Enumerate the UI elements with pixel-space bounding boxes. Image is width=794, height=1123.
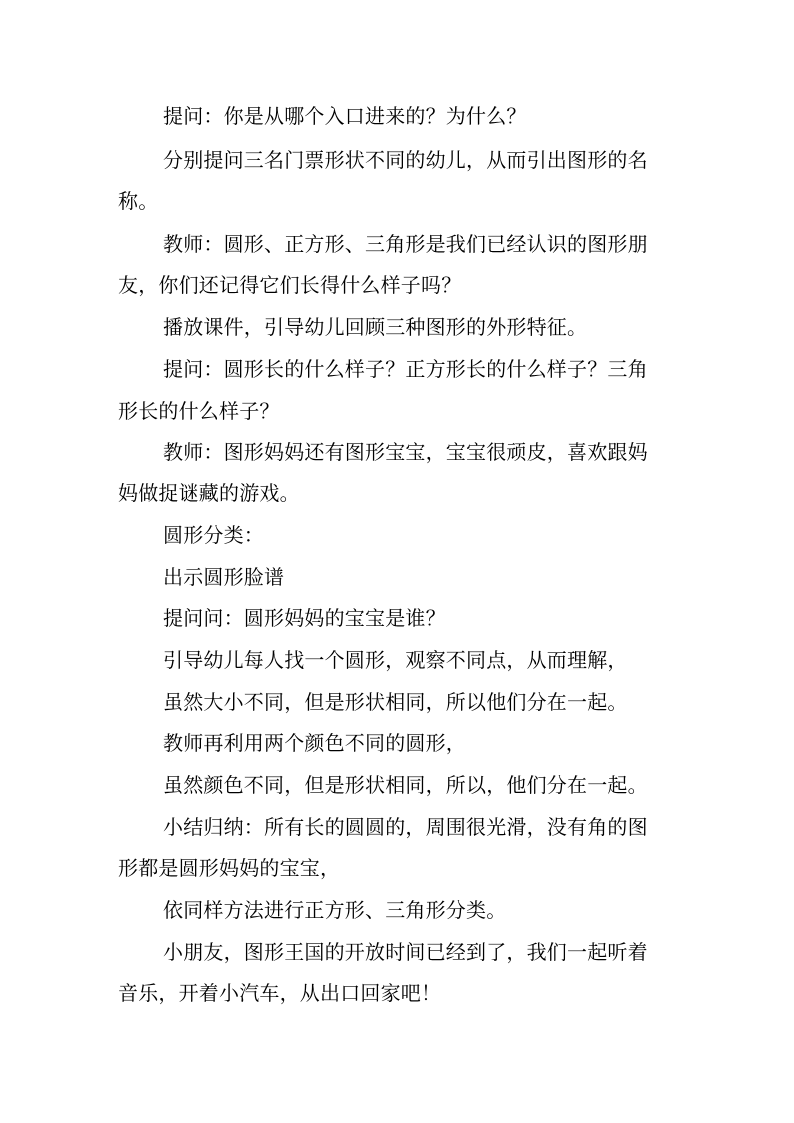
text-line: 友，你们还记得它们长得什么样子吗？ <box>118 273 462 297</box>
text-line: 提问：你是从哪个入口进来的？为什么？ <box>163 104 527 128</box>
text-line: 圆形分类： <box>163 523 264 547</box>
text-line: 小结归纳：所有长的圆圆的，周围很光滑，没有角的图 <box>163 815 648 839</box>
text-line: 分别提问三名门票形状不同的幼儿，从而引出图形的名 <box>163 148 648 172</box>
text-line: 出示圆形脸谱 <box>163 565 285 589</box>
text-line: 依同样方法进行正方形、三角形分类。 <box>163 898 507 922</box>
text-line: 形都是圆形妈妈的宝宝， <box>118 856 341 880</box>
text-line: 教师再利用两个颜色不同的圆形， <box>163 731 466 755</box>
text-line: 提问：圆形长的什么样子？正方形长的什么样子？三角 <box>163 357 648 381</box>
text-line: 音乐，开着小汽车，从出口回家吧！ <box>118 981 442 1005</box>
text-line: 引导幼儿每人找一个圆形，观察不同点，从而理解， <box>163 648 628 672</box>
text-line: 提问问：圆形妈妈的宝宝是谁？ <box>163 606 446 630</box>
text-line: 播放课件，引导幼儿回顾三种图形的外形特征。 <box>163 315 588 339</box>
text-line: 称。 <box>118 189 159 213</box>
text-line: 虽然颜色不同，但是形状相同，所以，他们分在一起。 <box>163 773 648 797</box>
text-line: 妈做捉谜藏的游戏。 <box>118 481 300 505</box>
text-line: 形长的什么样子？ <box>118 399 280 423</box>
text-line: 虽然大小不同，但是形状相同，所以他们分在一起。 <box>163 690 628 714</box>
text-line: 教师：圆形、正方形、三角形是我们已经认识的图形朋 <box>163 232 648 256</box>
text-line: 教师：图形妈妈还有图形宝宝，宝宝很顽皮，喜欢跟妈 <box>163 440 648 464</box>
text-line: 小朋友，图形王国的开放时间已经到了，我们一起听着 <box>163 940 648 964</box>
